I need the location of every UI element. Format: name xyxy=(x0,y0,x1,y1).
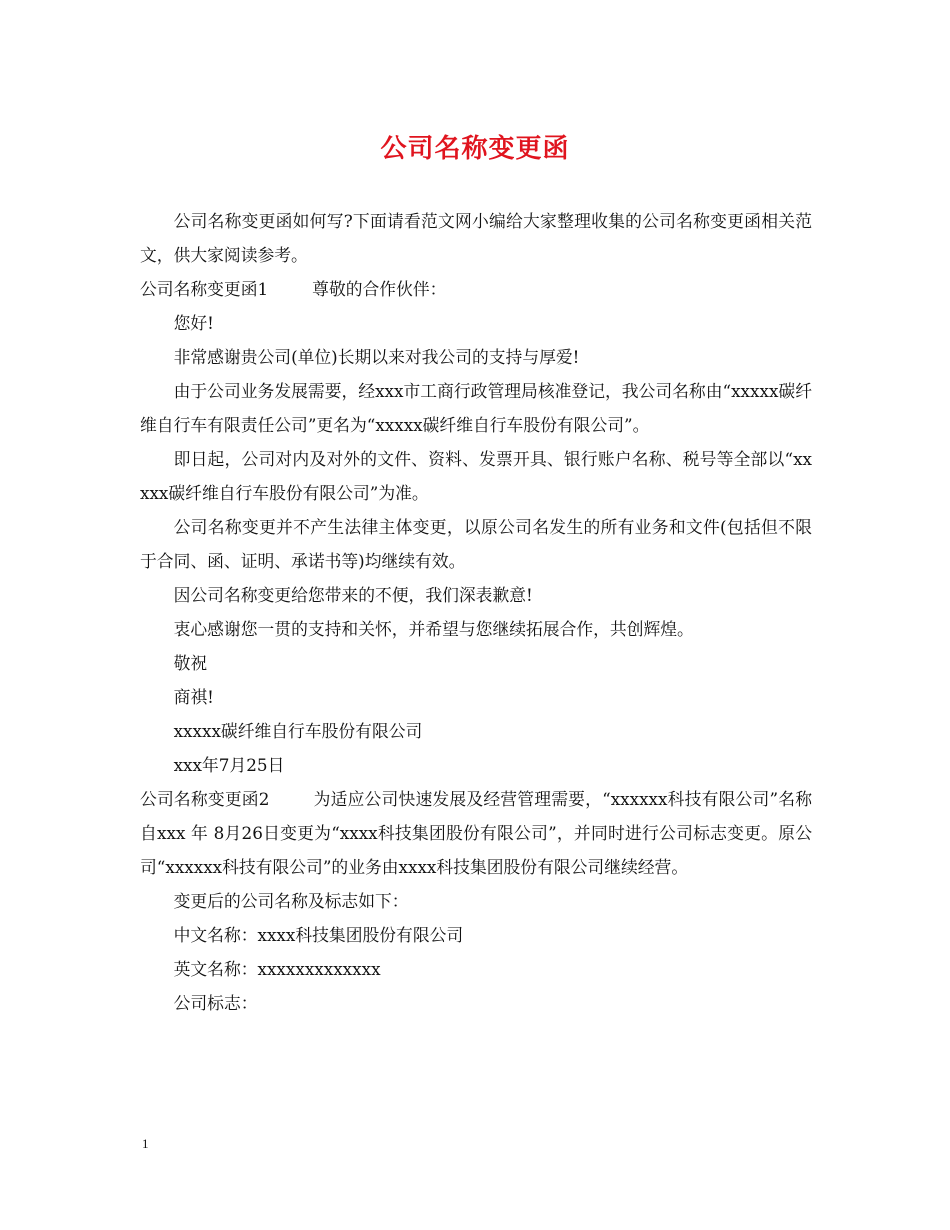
letter2-logo: 公司标志： xyxy=(173,993,258,1013)
letter1-paragraph-5: 衷心感谢您一贯的支持和关怀，并希望与您继续拓展合作，共创辉煌。 xyxy=(173,619,694,639)
letter1-thanks: 非常感谢贵公司(单位)长期以来对我公司的支持与厚爱! xyxy=(173,347,580,367)
document-body xyxy=(140,204,812,1020)
page-number: 1 xyxy=(142,1136,149,1151)
letter2-paragraph-2: 变更后的公司名称及标志如下： xyxy=(173,891,409,911)
letter2-label: 公司名称变更函2 xyxy=(140,789,270,809)
letter2-text: 为适应公司快速发展及经营管理需要，“xxxxxx科技有限公司”名称自xxx 年 8月26日变更为“xxxx科技集团股份有限公司”，并同时进行公司标志变更。原公司“xxxxxx科技有限公司”的业务由xxxx科技集团股份有限公司继续经营。 xyxy=(140,789,812,877)
letter1-salutation: 尊敬的合作伙伴： xyxy=(312,279,447,299)
letter1-closing-2: 商祺! xyxy=(173,687,214,707)
letter1-paragraph-4: 因公司名称变更给您带来的不便，我们深表歉意! xyxy=(173,585,533,605)
letter1-paragraph-3: 公司名称变更并不产生法律主体变更，以原公司名发生的所有业务和文件(包括但不限于合同、函、证明、承诺书等)均继续有效。 xyxy=(140,517,812,571)
letter2-en-name: 英文名称：xxxxxxxxxxxxx xyxy=(173,959,381,979)
letter2-paragraph-1 xyxy=(140,782,812,884)
letter1-paragraph-1: 由于公司业务发展需要，经xxx市工商行政管理局核准登记，我公司名称由“xxxxx碳纤维自行车有限责任公司”更名为“xxxxx碳纤维自行车股份有限公司”。 xyxy=(140,381,812,435)
letter1-greeting: 您好! xyxy=(173,313,214,333)
letter1-signature: xxxxx碳纤维自行车股份有限公司 xyxy=(173,721,423,741)
intro-paragraph: 公司名称变更函如何写?下面请看范文网小编给大家整理收集的公司名称变更函相关范文，供大家阅读参考。 xyxy=(140,211,812,265)
letter1-date: xxx年7月25日 xyxy=(173,755,285,775)
letter1-paragraph-2: 即日起，公司对内及对外的文件、资料、发票开具、银行账户名称、税号等全部以“xxxxx碳纤维自行车股份有限公司”为准。 xyxy=(140,449,812,503)
letter2-cn-name: 中文名称：xxxx科技集团股份有限公司 xyxy=(173,925,464,945)
document-title: 公司名称变更函 xyxy=(380,134,570,164)
letter1-heading xyxy=(140,272,812,306)
letter1-label: 公司名称变更函1 xyxy=(140,279,269,299)
letter1-closing-1: 敬祝 xyxy=(173,653,208,673)
